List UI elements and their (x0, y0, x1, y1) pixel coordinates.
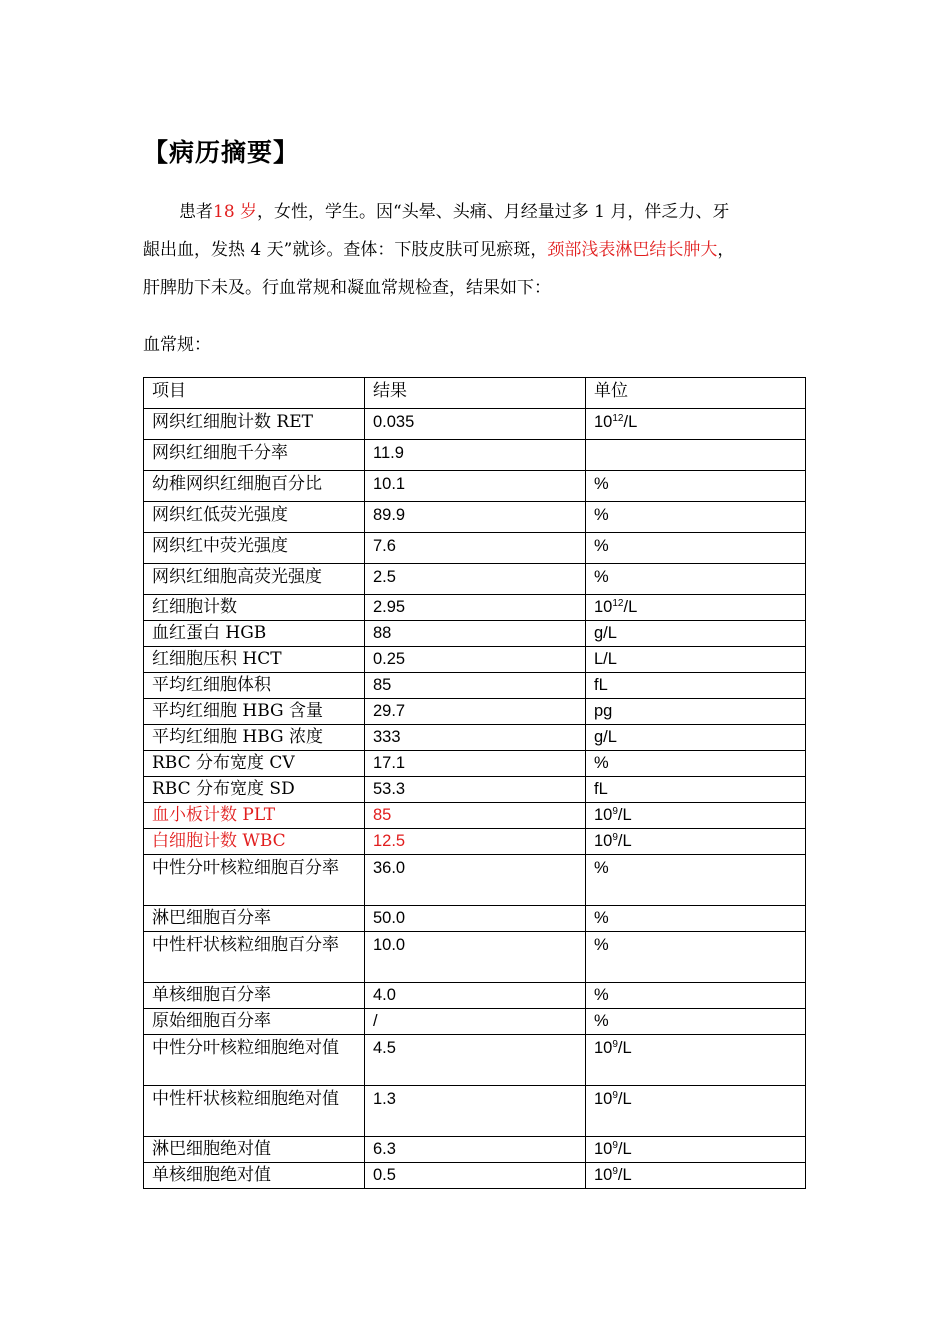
unit-rest: /L (623, 413, 638, 431)
row-result-value: 4.0 (365, 983, 586, 1009)
row-unit (586, 440, 806, 471)
row-unit (586, 595, 806, 621)
row-item-name: 中性分叶核粒细胞绝对值 (144, 1035, 365, 1086)
row-item-name: 网织红细胞千分率 (144, 440, 365, 471)
row-result-value: 1.3 (365, 1086, 586, 1137)
table-row (144, 502, 806, 533)
section-label: 血常规： (143, 335, 211, 355)
row-item-name: 原始细胞百分率 (144, 1009, 365, 1035)
row-item-name: 中性杆状核粒细胞绝对值 (144, 1086, 365, 1137)
unit-exponent: 9 (612, 1166, 618, 1177)
row-unit (586, 829, 806, 855)
summary-line-2 (143, 231, 805, 269)
row-item-name: 平均红细胞 HBG 浓度 (144, 725, 365, 751)
row-result-value: 17.1 (365, 751, 586, 777)
unit-base: 10 (594, 806, 613, 824)
table-row (144, 673, 806, 699)
row-unit: % (586, 1009, 806, 1035)
summary-line-1 (143, 193, 805, 231)
row-item-name: 单核细胞绝对值 (144, 1163, 365, 1189)
table-row (144, 932, 806, 983)
unit-base: 10 (594, 1166, 613, 1184)
unit-rest: /L (617, 806, 632, 824)
row-item-name: 平均红细胞 HBG 含量 (144, 699, 365, 725)
unit-exponent: 12 (612, 598, 624, 609)
row-unit: % (586, 564, 806, 595)
summary-line-3: 肝脾肋下未及。行血常规和凝血常规检查，结果如下： (143, 278, 551, 298)
row-result-value: 4.5 (365, 1035, 586, 1086)
unit-base: 10 (594, 832, 613, 850)
row-unit: g/L (586, 725, 806, 751)
row-result-value: 88 (365, 621, 586, 647)
row-unit: % (586, 533, 806, 564)
unit-exponent: 9 (612, 1039, 618, 1050)
row-item-name: 淋巴细胞百分率 (144, 906, 365, 932)
row-result-value: 89.9 (365, 502, 586, 533)
row-item-name: 网织红中荧光强度 (144, 533, 365, 564)
summary-text: 龈出血，发热 4 天”就诊。查体：下肢皮肤可见瘀斑， (143, 240, 548, 260)
row-result-value: 2.95 (365, 595, 586, 621)
table-row (144, 564, 806, 595)
summary-text: 患者 (179, 202, 213, 222)
header-unit: 单位 (586, 378, 806, 409)
row-item-name: 中性分叶核粒细胞百分率 (144, 855, 365, 906)
unit-rest: /L (623, 598, 638, 616)
row-result-value: 12.5 (365, 829, 586, 855)
unit-exponent: 9 (612, 1140, 618, 1151)
row-result-value: 10.1 (365, 471, 586, 502)
table-row (144, 471, 806, 502)
row-result-value: / (365, 1009, 586, 1035)
table-row (144, 1163, 806, 1189)
row-item-name: 红细胞压积 HCT (144, 647, 365, 673)
unit-exponent: 9 (612, 806, 618, 817)
row-item-name: 红细胞计数 (144, 595, 365, 621)
header-item: 项目 (144, 378, 365, 409)
unit-base: 10 (594, 1140, 613, 1158)
unit-exponent: 9 (612, 832, 618, 843)
table-row (144, 621, 806, 647)
patient-age: 18 岁 (213, 202, 258, 222)
table-row (144, 983, 806, 1009)
row-unit (586, 409, 806, 440)
row-item-name: 网织红细胞计数 RET (144, 409, 365, 440)
unit-rest: /L (617, 1039, 632, 1057)
unit-exponent: 12 (612, 413, 624, 424)
table-row (144, 906, 806, 932)
table-row (144, 777, 806, 803)
table-row (144, 1137, 806, 1163)
row-unit (586, 1086, 806, 1137)
row-unit: % (586, 932, 806, 983)
table-row (144, 533, 806, 564)
unit-rest: /L (617, 1140, 632, 1158)
table-row (144, 725, 806, 751)
row-item-name: 单核细胞百分率 (144, 983, 365, 1009)
table-row (144, 595, 806, 621)
table-header-row (144, 378, 806, 409)
row-result-value: 85 (365, 673, 586, 699)
row-item-name: 网织红低荧光强度 (144, 502, 365, 533)
row-result-value: 0.25 (365, 647, 586, 673)
row-result-value: 85 (365, 803, 586, 829)
header-result: 结果 (365, 378, 586, 409)
blood-routine-table (143, 377, 806, 1189)
row-unit: % (586, 502, 806, 533)
row-item-name: 血红蛋白 HGB (144, 621, 365, 647)
row-result-value: 11.9 (365, 440, 586, 471)
row-unit: % (586, 751, 806, 777)
row-result-value: 10.0 (365, 932, 586, 983)
row-result-value: 6.3 (365, 1137, 586, 1163)
unit-base: 10 (594, 413, 613, 431)
row-item-name: 血小板计数 PLT (144, 803, 365, 829)
row-result-value: 36.0 (365, 855, 586, 906)
row-item-name: 平均红细胞体积 (144, 673, 365, 699)
unit-rest: /L (617, 1090, 632, 1108)
table-row (144, 440, 806, 471)
row-unit: % (586, 471, 806, 502)
unit-exponent: 9 (612, 1090, 618, 1101)
row-result-value: 50.0 (365, 906, 586, 932)
row-unit: L/L (586, 647, 806, 673)
unit-base: 10 (594, 1039, 613, 1057)
row-item-name: 幼稚网织红细胞百分比 (144, 471, 365, 502)
summary-text: ， (717, 240, 735, 260)
row-unit (586, 1035, 806, 1086)
row-unit (586, 1163, 806, 1189)
row-result-value: 0.035 (365, 409, 586, 440)
row-result-value: 53.3 (365, 777, 586, 803)
row-item-name: 淋巴细胞绝对值 (144, 1137, 365, 1163)
unit-rest: /L (617, 1166, 632, 1184)
row-unit: fL (586, 673, 806, 699)
row-item-name: RBC 分布宽度 SD (144, 777, 365, 803)
row-unit: fL (586, 777, 806, 803)
row-unit: % (586, 906, 806, 932)
row-unit (586, 803, 806, 829)
table-row (144, 409, 806, 440)
row-unit: g/L (586, 621, 806, 647)
row-item-name: 白细胞计数 WBC (144, 829, 365, 855)
row-item-name: 中性杆状核粒细胞百分率 (144, 932, 365, 983)
row-result-value: 29.7 (365, 699, 586, 725)
page-heading: 【病历摘要】 (143, 138, 300, 167)
row-item-name: 网织红细胞高荧光强度 (144, 564, 365, 595)
case-summary (143, 193, 805, 307)
row-unit: pg (586, 699, 806, 725)
table-row (144, 1035, 806, 1086)
row-result-value: 2.5 (365, 564, 586, 595)
unit-rest: /L (617, 832, 632, 850)
summary-text: ，女性，学生。因“头晕、头痛、月经量过多 1 月，伴乏力、牙 (257, 202, 730, 222)
table-row (144, 751, 806, 777)
table-row (144, 855, 806, 906)
key-finding: 颈部浅表淋巴结长肿大 (547, 240, 718, 260)
table-row (144, 1009, 806, 1035)
table-row (144, 699, 806, 725)
row-result-value: 0.5 (365, 1163, 586, 1189)
row-result-value: 7.6 (365, 533, 586, 564)
row-unit: % (586, 855, 806, 906)
table-row (144, 829, 806, 855)
table-row (144, 803, 806, 829)
table-row (144, 1086, 806, 1137)
row-item-name: RBC 分布宽度 CV (144, 751, 365, 777)
row-unit (586, 1137, 806, 1163)
table-row (144, 647, 806, 673)
row-result-value: 333 (365, 725, 586, 751)
row-unit: % (586, 983, 806, 1009)
unit-base: 10 (594, 598, 613, 616)
unit-base: 10 (594, 1090, 613, 1108)
